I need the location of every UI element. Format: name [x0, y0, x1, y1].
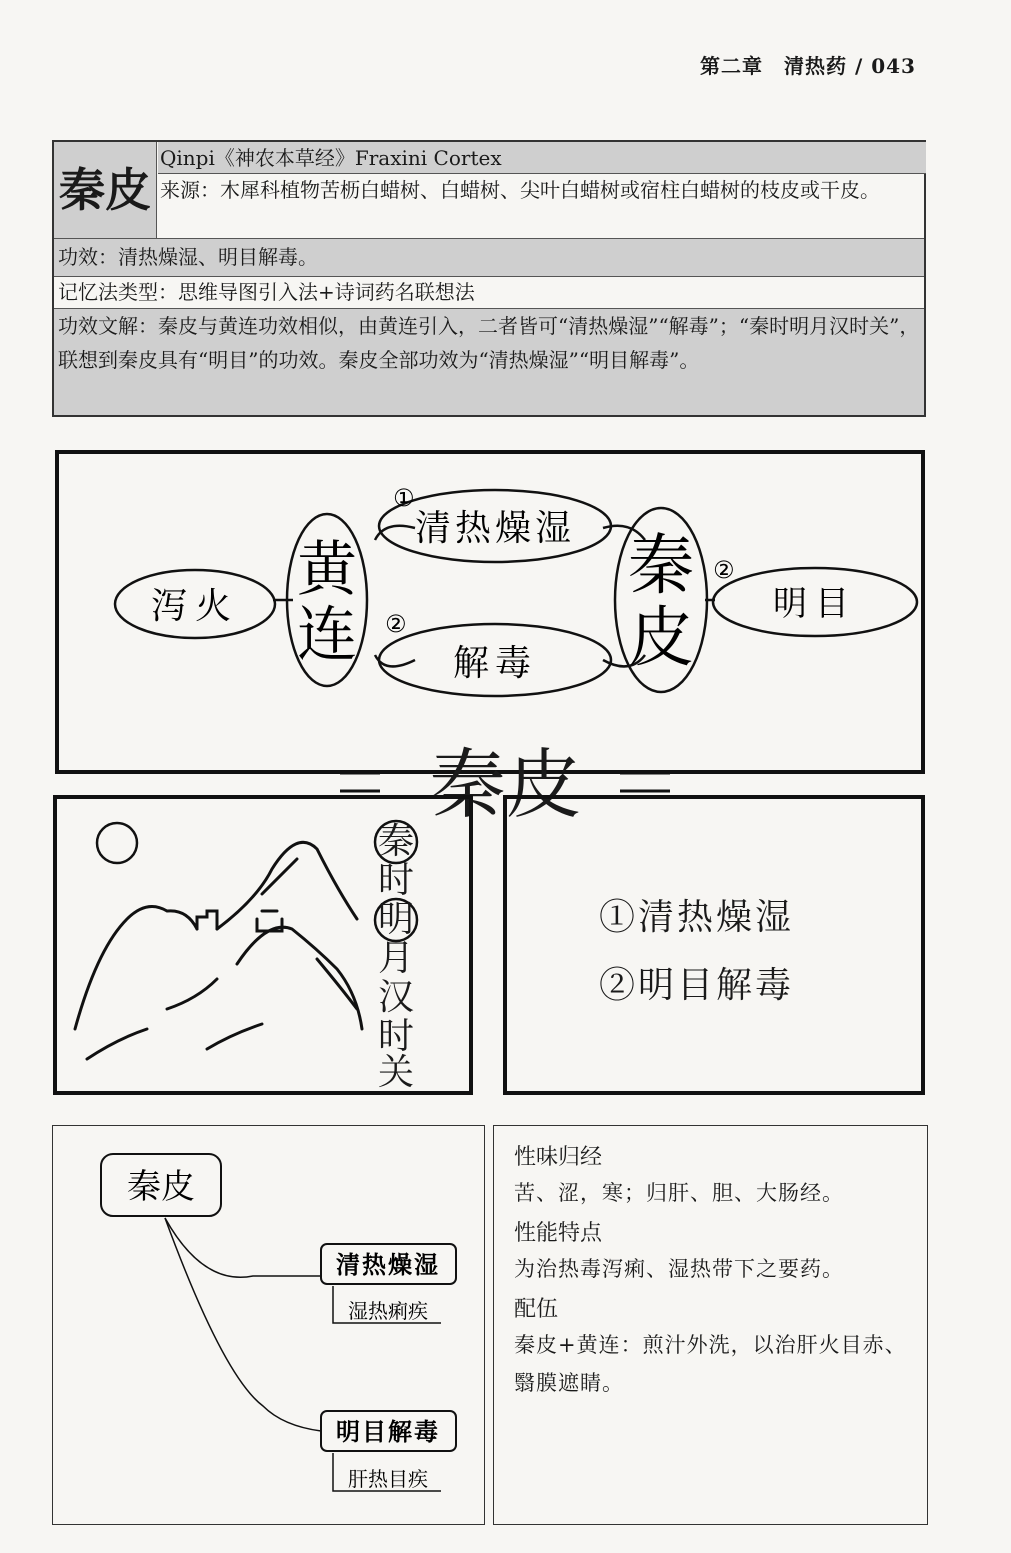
herb-latin-name: Qinpi《神农本草经》Fraxini Cortex: [158, 142, 926, 174]
mindmap-diagram: [55, 450, 925, 774]
running-head: 第二章 清热药 / 043: [700, 54, 916, 78]
mark-2-left: ②: [385, 610, 407, 638]
label-mingmu: 明目: [773, 584, 857, 624]
nature-heading: 性味归经: [514, 1145, 603, 1170]
memory-type: 记忆法类型：思维导图引入法+诗词药名联想法: [54, 276, 924, 308]
tree-branch-2-sub: 肝热目疾: [348, 1467, 428, 1491]
characteristics-text: 为治热毒泻痢、湿热带下之要药。: [514, 1257, 844, 1281]
label-jiedu: 解毒: [452, 643, 538, 684]
label-huanglian-1: 黄: [297, 535, 357, 605]
effect-tree-box: [52, 1125, 485, 1525]
poem-illustration-box: [53, 795, 473, 1095]
compatibility-heading: 配伍: [514, 1297, 559, 1322]
label-qingre: 清热燥湿: [414, 508, 576, 549]
compatibility-text: 秦皮+黄连：煎汁外洗，以治肝火目赤、翳膜遮睛。: [514, 1333, 907, 1395]
summary-line-1: ①清热燥湿: [599, 897, 795, 938]
mark-1: ①: [393, 484, 415, 512]
poem-char: 时: [378, 1016, 415, 1057]
poem-char: 月: [378, 938, 415, 979]
tree-root: 秦皮: [127, 1167, 195, 1207]
label-xiehuo: 泻火: [150, 586, 240, 627]
summary-line-2: ②明目解毒: [599, 965, 795, 1006]
label-qinpi-2: 皮: [628, 599, 694, 676]
effect-tree-diagram: [53, 1126, 484, 1524]
properties-box: [493, 1125, 928, 1525]
poem-char: 秦: [378, 821, 415, 862]
poem-char: 关: [378, 1052, 415, 1093]
effect-explanation: 功效文解：秦皮与黄连功效相似，由黄连引入，二者皆可“清热燥湿”“解毒”；“秦时明月汉时关”，联想到秦皮具有“明目”的功效。秦皮全部功效为“清热燥湿”“明目解毒”。: [54, 308, 924, 415]
mark-2-right: ②: [713, 556, 735, 584]
nature-text: 苦、涩，寒；归肝、胆、大肠经。: [514, 1181, 844, 1205]
herb-info-table: [52, 140, 926, 417]
label-qinpi-1: 秦: [628, 527, 694, 604]
tree-branch-1: 清热燥湿: [336, 1250, 440, 1279]
poem-char: 时: [378, 860, 415, 901]
herb-name: 秦皮: [54, 142, 157, 238]
tree-branch-1-sub: 湿热痢疾: [348, 1299, 428, 1323]
tree-branch-2: 明目解毒: [336, 1417, 440, 1446]
herb-effect: 功效：清热燥湿、明目解毒。: [54, 238, 924, 276]
characteristics-heading: 性能特点: [514, 1221, 603, 1246]
herb-source: 来源：木犀科植物苦枥白蜡树、白蜡树、尖叶白蜡树或宿柱白蜡树的枝皮或干皮。: [160, 178, 880, 202]
effect-summary-box: [503, 795, 925, 1095]
label-huanglian-2: 连: [297, 600, 357, 670]
poem-char: 明: [378, 899, 415, 940]
memory-title: 秦皮: [429, 740, 582, 829]
poem-char: 汉: [378, 977, 415, 1018]
